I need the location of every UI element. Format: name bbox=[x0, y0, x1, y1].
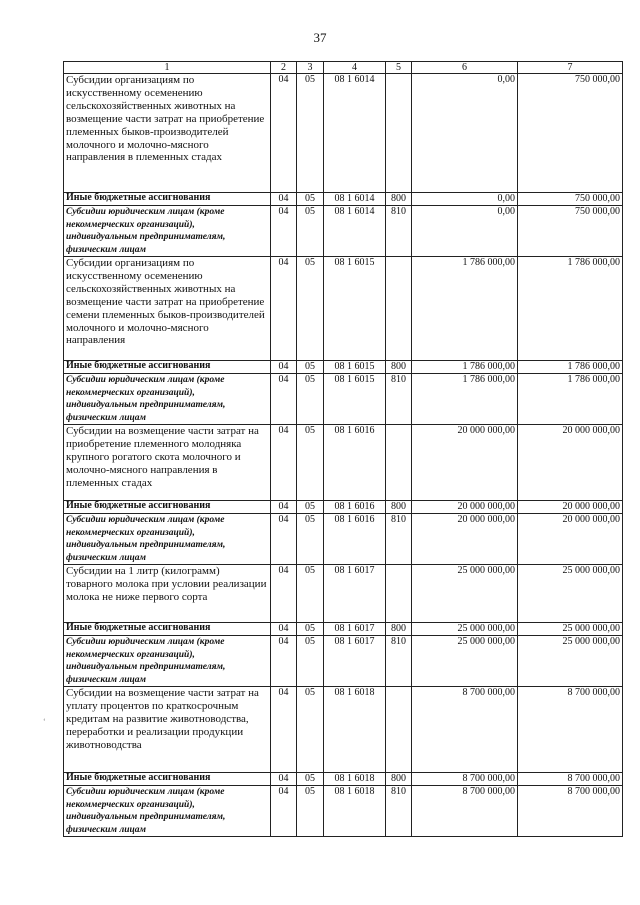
row-name: Иные бюджетные ассигнования bbox=[64, 623, 271, 636]
target-article: 08 1 6015 bbox=[324, 257, 386, 361]
table-row bbox=[64, 74, 623, 193]
table-row bbox=[64, 786, 623, 837]
subsection-code: 05 bbox=[297, 425, 324, 501]
section-code: 04 bbox=[271, 74, 297, 193]
row-name: Субсидии юридическим лицам (кроме некоммерческих организаций), индивидуальным предпринимателям, физическим лицам bbox=[64, 374, 271, 425]
table-row bbox=[64, 623, 623, 636]
amount-col7: 25 000 000,00 bbox=[518, 623, 623, 636]
amount-col6: 1 786 000,00 bbox=[412, 257, 518, 361]
section-code: 04 bbox=[271, 257, 297, 361]
row-name: Субсидии юридическим лицам (кроме некоммерческих организаций), индивидуальным предпринимателям, физическим лицам bbox=[64, 636, 271, 687]
amount-col7: 25 000 000,00 bbox=[518, 636, 623, 687]
expense-type bbox=[386, 425, 412, 501]
section-code: 04 bbox=[271, 565, 297, 623]
subsection-code: 05 bbox=[297, 687, 324, 773]
subsection-code: 05 bbox=[297, 206, 324, 257]
amount-col6: 8 700 000,00 bbox=[412, 786, 518, 837]
expense-type: 810 bbox=[386, 636, 412, 687]
table-row bbox=[64, 501, 623, 514]
row-name: Субсидии организациям по искусственному осеменению сельскохозяйственных животных на возмещение части затрат на приобретение племенных быков-производителей молочного и молочно-мясного направления в племенных стадах bbox=[64, 74, 271, 193]
amount-col7: 1 786 000,00 bbox=[518, 257, 623, 361]
col-header: 6 bbox=[412, 62, 518, 74]
section-code: 04 bbox=[271, 193, 297, 206]
amount-col6: 20 000 000,00 bbox=[412, 425, 518, 501]
amount-col7: 20 000 000,00 bbox=[518, 501, 623, 514]
table-row bbox=[64, 425, 623, 501]
section-code: 04 bbox=[271, 514, 297, 565]
table-row bbox=[64, 687, 623, 773]
section-code: 04 bbox=[271, 773, 297, 786]
target-article: 08 1 6014 bbox=[324, 74, 386, 193]
amount-col7: 1 786 000,00 bbox=[518, 361, 623, 374]
col-header: 7 bbox=[518, 62, 623, 74]
target-article: 08 1 6015 bbox=[324, 374, 386, 425]
amount-col7: 20 000 000,00 bbox=[518, 514, 623, 565]
subsection-code: 05 bbox=[297, 773, 324, 786]
expense-type: 800 bbox=[386, 193, 412, 206]
row-name: Субсидии юридическим лицам (кроме некоммерческих организаций), индивидуальным предпринимателям, физическим лицам bbox=[64, 206, 271, 257]
subsection-code: 05 bbox=[297, 193, 324, 206]
table-row bbox=[64, 206, 623, 257]
row-name: Субсидии организациям по искусственному осеменению сельскохозяйственных животных на возмещение части затрат на приобретение семени племенных быков-производителей молочного и молочно-мясного направления bbox=[64, 257, 271, 361]
amount-col6: 8 700 000,00 bbox=[412, 687, 518, 773]
section-code: 04 bbox=[271, 501, 297, 514]
section-code: 04 bbox=[271, 636, 297, 687]
subsection-code: 05 bbox=[297, 257, 324, 361]
section-code: 04 bbox=[271, 374, 297, 425]
subsection-code: 05 bbox=[297, 514, 324, 565]
target-article: 08 1 6014 bbox=[324, 206, 386, 257]
expense-type: 810 bbox=[386, 374, 412, 425]
amount-col6: 8 700 000,00 bbox=[412, 773, 518, 786]
subsection-code: 05 bbox=[297, 361, 324, 374]
amount-col6: 25 000 000,00 bbox=[412, 623, 518, 636]
amount-col7: 750 000,00 bbox=[518, 206, 623, 257]
target-article: 08 1 6016 bbox=[324, 425, 386, 501]
expense-type: 810 bbox=[386, 786, 412, 837]
expense-type: 800 bbox=[386, 501, 412, 514]
subsection-code: 05 bbox=[297, 565, 324, 623]
expense-type: 800 bbox=[386, 361, 412, 374]
target-article: 08 1 6014 bbox=[324, 193, 386, 206]
table-row bbox=[64, 361, 623, 374]
expense-type: 800 bbox=[386, 773, 412, 786]
expense-type: 800 bbox=[386, 623, 412, 636]
expense-type: 810 bbox=[386, 514, 412, 565]
row-name: Субсидии юридическим лицам (кроме некоммерческих организаций), индивидуальным предпринимателям, физическим лицам bbox=[64, 786, 271, 837]
expense-type: 810 bbox=[386, 206, 412, 257]
subsection-code: 05 bbox=[297, 623, 324, 636]
subsection-code: 05 bbox=[297, 786, 324, 837]
target-article: 08 1 6015 bbox=[324, 361, 386, 374]
target-article: 08 1 6016 bbox=[324, 514, 386, 565]
row-name: Иные бюджетные ассигнования bbox=[64, 773, 271, 786]
subsection-code: 05 bbox=[297, 636, 324, 687]
expense-type bbox=[386, 565, 412, 623]
col-header: 4 bbox=[324, 62, 386, 74]
section-code: 04 bbox=[271, 786, 297, 837]
row-name: Иные бюджетные ассигнования bbox=[64, 193, 271, 206]
amount-col6: 0,00 bbox=[412, 193, 518, 206]
target-article: 08 1 6018 bbox=[324, 687, 386, 773]
row-name: Субсидии на возмещение части затрат на приобретение племенного молодняка крупного рогатого скота молочного и молочно-мясного направления в племенных стадах bbox=[64, 425, 271, 501]
section-code: 04 bbox=[271, 687, 297, 773]
table-row bbox=[64, 193, 623, 206]
section-code: 04 bbox=[271, 361, 297, 374]
amount-col7: 25 000 000,00 bbox=[518, 565, 623, 623]
table-row bbox=[64, 565, 623, 623]
col-header: 5 bbox=[386, 62, 412, 74]
row-name: Иные бюджетные ассигнования bbox=[64, 501, 271, 514]
target-article: 08 1 6018 bbox=[324, 773, 386, 786]
amount-col7: 750 000,00 bbox=[518, 193, 623, 206]
row-name: Субсидии на возмещение части затрат на уплату процентов по краткосрочным кредитам на развитие животноводства, переработки и реализации продукции животноводства bbox=[64, 687, 271, 773]
margin-mark: ‘ bbox=[43, 717, 46, 726]
subsection-code: 05 bbox=[297, 501, 324, 514]
col-header: 3 bbox=[297, 62, 324, 74]
amount-col6: 25 000 000,00 bbox=[412, 636, 518, 687]
amount-col6: 25 000 000,00 bbox=[412, 565, 518, 623]
table-row bbox=[64, 773, 623, 786]
col-header: 2 bbox=[271, 62, 297, 74]
header-row bbox=[64, 62, 623, 74]
target-article: 08 1 6017 bbox=[324, 636, 386, 687]
expense-type bbox=[386, 74, 412, 193]
amount-col7: 8 700 000,00 bbox=[518, 786, 623, 837]
table-row bbox=[64, 257, 623, 361]
row-name: Субсидии юридическим лицам (кроме некоммерческих организаций), индивидуальным предпринимателям, физическим лицам bbox=[64, 514, 271, 565]
budget-table bbox=[63, 61, 623, 837]
amount-col7: 20 000 000,00 bbox=[518, 425, 623, 501]
target-article: 08 1 6017 bbox=[324, 565, 386, 623]
expense-type bbox=[386, 687, 412, 773]
row-name: Субсидии на 1 литр (килограмм) товарного молока при условии реализации молока не ниже первого сорта bbox=[64, 565, 271, 623]
amount-col6: 20 000 000,00 bbox=[412, 501, 518, 514]
target-article: 08 1 6017 bbox=[324, 623, 386, 636]
section-code: 04 bbox=[271, 623, 297, 636]
section-code: 04 bbox=[271, 425, 297, 501]
amount-col6: 1 786 000,00 bbox=[412, 361, 518, 374]
amount-col6: 0,00 bbox=[412, 206, 518, 257]
col-header: 1 bbox=[64, 62, 271, 74]
amount-col7: 8 700 000,00 bbox=[518, 773, 623, 786]
table-row bbox=[64, 514, 623, 565]
amount-col6: 1 786 000,00 bbox=[412, 374, 518, 425]
amount-col7: 1 786 000,00 bbox=[518, 374, 623, 425]
amount-col7: 750 000,00 bbox=[518, 74, 623, 193]
table-row bbox=[64, 636, 623, 687]
target-article: 08 1 6016 bbox=[324, 501, 386, 514]
target-article: 08 1 6018 bbox=[324, 786, 386, 837]
table-row bbox=[64, 374, 623, 425]
row-name: Иные бюджетные ассигнования bbox=[64, 361, 271, 374]
expense-type bbox=[386, 257, 412, 361]
amount-col7: 8 700 000,00 bbox=[518, 687, 623, 773]
subsection-code: 05 bbox=[297, 74, 324, 193]
page-number: 37 bbox=[313, 30, 327, 45]
subsection-code: 05 bbox=[297, 374, 324, 425]
section-code: 04 bbox=[271, 206, 297, 257]
amount-col6: 0,00 bbox=[412, 74, 518, 193]
amount-col6: 20 000 000,00 bbox=[412, 514, 518, 565]
